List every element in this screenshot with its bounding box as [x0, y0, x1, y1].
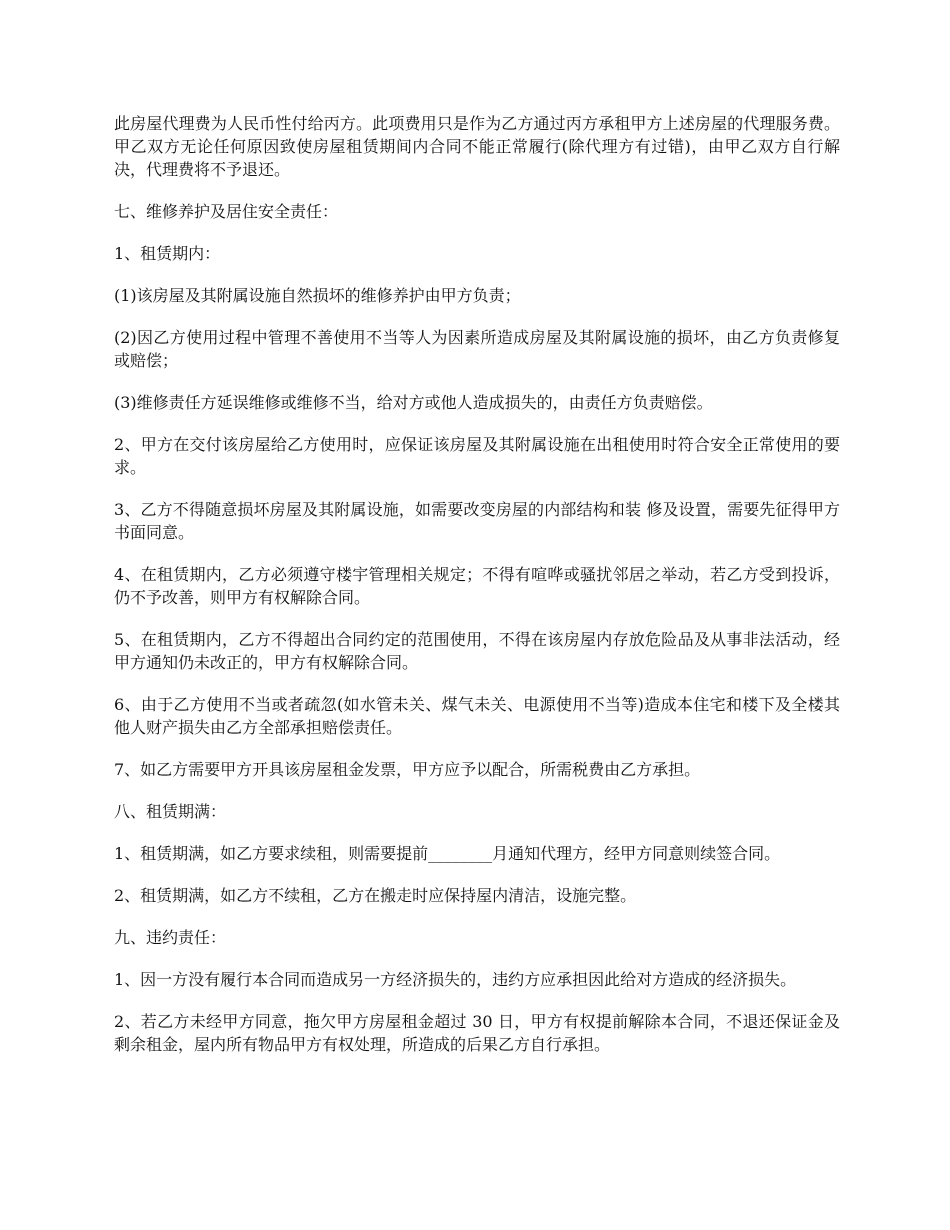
- paragraph-agency-fee: 此房屋代理费为人民币性付给丙方。此项费用只是作为乙方通过丙方承租甲方上述房屋的代理服务费。甲乙双方无论任何原因致使房屋租赁期间内合同不能正常履行(除代理方有过错)，由甲乙双方自行解决，代理费将不予退还。: [114, 114, 840, 179]
- clause-breach-1: 1、因一方没有履行本合同而造成另一方经济损失的，违约方应承担因此给对方造成的经济损失。: [114, 970, 797, 989]
- clause-4-building-rules: 4、在租赁期内，乙方必须遵守楼宇管理相关规定；不得有喧哗或骚扰邻居之举动，若乙方受到投诉，仍不予改善，则甲方有权解除合同。: [114, 565, 840, 607]
- clause-7-invoice: 7、如乙方需要甲方开具该房屋租金发票，甲方应予以配合，所需税费由乙方承担。: [114, 760, 701, 779]
- subclause-2: (2)因乙方使用过程中管理不善使用不当等人为因素所造成房屋及其附属设施的损坏，由乙方负责修复或赔偿；: [114, 328, 840, 370]
- clause-2-safety: 2、甲方在交付该房屋给乙方使用时，应保证该房屋及其附属设施在出租使用时符合安全正常使用的要求。: [114, 435, 840, 477]
- section-heading-expiry: 八、租赁期满：: [114, 802, 227, 821]
- clause-3-structure: 3、乙方不得随意损坏房屋及其附属设施，如需要改变房屋的内部结构和装 修及设置，需要先征得甲方书面同意。: [114, 500, 840, 542]
- clause-renewal: 1、租赁期满，如乙方要求续租，则需要提前________月通知代理方，经甲方同意则续签合同。: [114, 844, 781, 863]
- section-heading-breach: 九、违约责任：: [114, 928, 227, 947]
- clause-5-usage-scope: 5、在租赁期内，乙方不得超出合同约定的范围使用，不得在该房屋内存放危险品及从事非法活动，经甲方通知仍未改正的，甲方有权解除合同。: [114, 630, 840, 672]
- clause-no-renewal: 2、租赁期满，如乙方不续租，乙方在搬走时应保持屋内清洁，设施完整。: [114, 886, 637, 905]
- clause-breach-2: 2、若乙方未经甲方同意，拖欠甲方房屋租金超过 30 日，甲方有权提前解除本合同，不退还保证金及剩余租金，屋内所有物品甲方有权处理，所造成的后果乙方自行承担。: [114, 1012, 840, 1054]
- subclause-1: (1)该房屋及其附属设施自然损坏的维修养护由甲方负责；: [114, 286, 521, 305]
- subclause-3: (3)维修责任方延误维修或维修不当，给对方或他人造成损失的，由责任方负责赔偿。: [114, 393, 713, 412]
- section-heading-maintenance: 七、维修养护及居住安全责任：: [114, 202, 339, 221]
- clause-6-negligence: 6、由于乙方使用不当或者疏忽(如水管未关、煤气未关、电源使用不当等)造成本住宅和楼下及全楼其他人财产损失由乙方全部承担赔偿责任。: [114, 695, 840, 737]
- clause-lease-period: 1、租赁期内：: [114, 244, 221, 263]
- document-body: [114, 112, 840, 1075]
